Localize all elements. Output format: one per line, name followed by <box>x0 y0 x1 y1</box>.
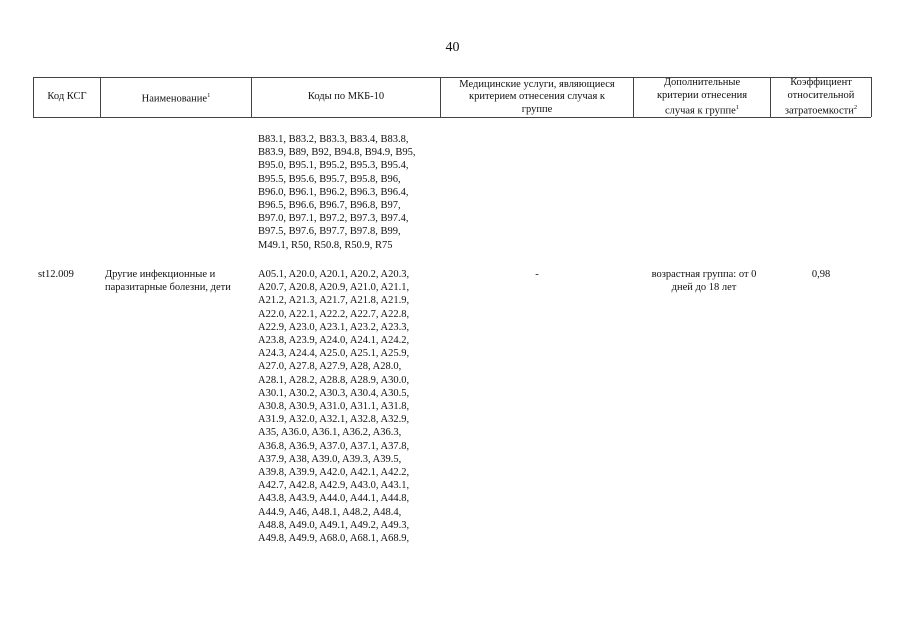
icd-line: A22.9, A23.0, A23.1, A23.2, A23.3, <box>258 321 410 333</box>
footnote-mark: 1 <box>735 104 740 111</box>
icd-line: B83.1, B83.2, B83.3, B83.4, B83.8, <box>258 134 409 145</box>
header-icd <box>252 78 440 117</box>
coefficient: 0,98 <box>811 269 831 280</box>
icd-line: B96.5, B96.6, B96.7, B96.8, B97, <box>258 200 401 212</box>
icd-line: A27.0, A27.8, A27.9, A28, A28.0, <box>258 361 402 373</box>
icd-line: B95.0, B95.1, B95.2, B95.3, B95.4, <box>258 160 409 172</box>
icd-line: A30.8, A30.9, A31.0, A31.1, A31.8, <box>258 401 410 413</box>
page-number: 40 <box>445 40 460 55</box>
header-services <box>441 78 633 117</box>
icd-line: B97.0, B97.1, B97.2, B97.3, B97.4, <box>258 213 409 225</box>
header-coef-label: Коэффициент относительной затратоемкости <box>784 77 855 117</box>
icd-line: A30.1, A30.2, A30.3, A30.4, A30.5, <box>258 387 410 399</box>
icd-line: A21.2, A21.3, A21.7, A21.8, A21.9, <box>258 295 410 307</box>
icd-line: A24.3, A24.4, A25.0, A25.1, A25.9, <box>258 348 410 360</box>
icd-line: A35, A36.0, A36.1, A36.2, A36.3, <box>258 427 402 439</box>
header-code-label: Код КСГ <box>47 91 87 103</box>
extra-criteria: возрастная группа: от 0 дней до 18 лет <box>651 269 757 294</box>
ksg-code: st12.009 <box>38 269 74 280</box>
icd-line: A44.9, A46, A48.1, A48.2, A48.4, <box>258 506 402 518</box>
icd-line: A37.9, A38, A39.0, A39.3, A39.5, <box>258 453 402 465</box>
header-icd-label: Коды по МКБ-10 <box>307 91 385 103</box>
ksg-name: Другие инфекционные и паразитарные болезни, дети <box>105 269 231 294</box>
icd-line: A31.9, A32.0, A32.1, A32.8, A32.9, <box>258 414 410 426</box>
icd-line: A42.7, A42.8, A42.9, A43.0, A43.1, <box>258 480 410 492</box>
icd-line: B96.0, B96.1, B96.2, B96.3, B96.4, <box>258 186 409 198</box>
icd-line: A43.8, A43.9, A44.0, A44.1, A44.8, <box>258 493 410 505</box>
icd-line: A20.7, A20.8, A20.9, A21.0, A21.1, <box>258 282 410 294</box>
icd-line: A05.1, A20.0, A20.1, A20.2, A20.3, <box>258 269 410 280</box>
icd-line: B97.5, B97.6, B97.7, B97.8, B99, <box>258 226 401 238</box>
icd-codes <box>258 268 443 545</box>
icd-line: A22.0, A22.1, A22.2, A22.7, A22.8, <box>258 308 410 320</box>
header-name-label: Наименование <box>141 93 208 104</box>
icd-line: A36.8, A36.9, A37.0, A37.1, A37.8, <box>258 440 410 452</box>
icd-line: B83.9, B89, B92, B94.8, B94.9, B95, <box>258 147 416 159</box>
header-name <box>101 78 251 117</box>
icd-line: A23.8, A23.9, A24.0, A24.1, A24.2, <box>258 335 410 347</box>
icd-codes-continued <box>258 133 443 252</box>
column-divider <box>871 77 872 117</box>
icd-line: A39.8, A39.9, A42.0, A42.1, A42.2, <box>258 467 410 479</box>
medical-services: - <box>535 269 539 280</box>
icd-line: B95.5, B95.6, B95.7, B95.8, B96, <box>258 173 401 185</box>
icd-line: A28.1, A28.2, A28.8, A28.9, A30.0, <box>258 374 410 386</box>
header-coef <box>771 78 871 117</box>
header-services-label: Медицинские услуги, являющиеся критерием отнесения случая к группе <box>459 78 615 115</box>
header-code <box>34 78 100 117</box>
header-extra-label: Дополнительные критерии отнесения случая к группе <box>656 77 748 117</box>
icd-line: A48.8, A49.0, A49.1, A49.2, A49.3, <box>258 519 410 531</box>
icd-line: A49.8, A49.9, A68.0, A68.1, A68.9, <box>258 533 410 545</box>
footnote-mark: 2 <box>853 104 858 111</box>
header-extra <box>634 78 770 117</box>
icd-line: M49.1, R50, R50.8, R50.9, R75 <box>258 239 393 251</box>
footnote-mark: 1 <box>207 91 211 99</box>
